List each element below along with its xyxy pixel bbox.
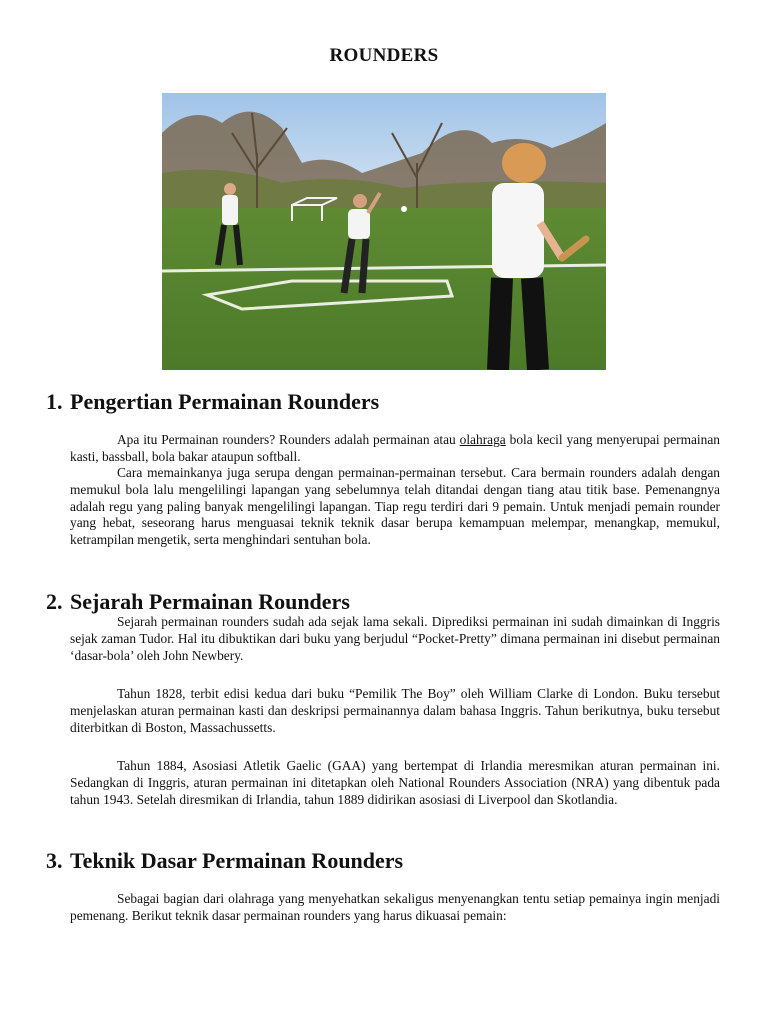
paragraph-text: bola kecil yang menyerupai permainan kasti, bassball, bola bakar ataupun softball. [70,432,720,464]
paragraph [70,758,720,808]
section-number: 2. [46,589,63,614]
section-heading-sejarah [46,589,350,615]
paragraph-text: Sebagai bagian dari olahraga yang menyehatkan sekaligus menyenangkan tentu setiap pemainya ingin menjadi pemenang. Berikut teknik dasar permainan rounders yang harus dikuasai pemain: [70,891,720,923]
section-heading-teknik [46,848,403,874]
document-title: ROUNDERS [329,45,439,66]
section-heading-pengertian [46,389,379,415]
paragraph [70,432,720,466]
paragraph [70,891,720,925]
section-number: 1. [46,389,63,414]
paragraph [70,614,720,664]
section-number: 3. [46,848,63,873]
paragraph-text: Tahun 1884, Asosiasi Atletik Gaelic (GAA) yang bertempat di Irlandia meresmikan aturan permainan ini. Sedangkan di Inggris, aturan permainan ini ditetapkan oleh National Rounders Association (NRA) yang dibentuk pada tahun 1943. Setelah diresmikan di Irlandia, tahun 1889 didirikan asosiasi di Liverpool dan Skotlandia. [70,758,720,807]
paragraph [70,686,720,736]
section-title: Teknik Dasar Permainan Rounders [70,848,404,873]
rounders-photo [162,93,606,370]
paragraph-text: Tahun 1828, terbit edisi kedua dari buku “Pemilik The Boy” oleh William Clarke di London. Buku tersebut menjelaskan aturan permainan kasti dan deskripsi permainannya dalam bahasa Inggris. Tahun berikutnya, buku tersebut diterbitkan di Boston, Massachussetts. [70,686,720,735]
paragraph-text: Sejarah permainan rounders sudah ada sejak lama sekali. Diprediksi permainan ini sudah dimainkan di Inggris sejak zaman Tudor. Hal itu dibuktikan dari buku yang berjudul “Pocket-Pretty” dimana permainan ini disebut permainan ‘dasar-bola’ oleh John Newbery. [70,614,720,663]
rounders-players-illustration [162,93,606,370]
paragraph [70,465,720,549]
paragraph-text: Apa itu Permainan rounders? Rounders adalah permainan atau [117,432,460,447]
section-title: Pengertian Permainan Rounders [70,389,380,414]
paragraph-text: Cara memainkanya juga serupa dengan permainan-permainan tersebut. Cara bermain rounders adalah dengan memukul bola lalu mengelilingi lapangan yang sebelumnya telah ditandai dengan tiang atau titik base. Pemenangnya adalah regu yang paling banyak mengelilingi lapangan. Tiap regu terdiri dari 9 pemain. Untuk menjadi pemain rounder yang hebat, seseorang harus menguasai teknik teknik dasar berupa kemampuan melempar, menangkap, memukul, ketrampilan mengetik, serta menghindari sentuhan bola. [70,465,720,548]
olahraga-link[interactable]: olahraga [459,432,506,447]
section-title: Sejarah Permainan Rounders [70,589,350,614]
